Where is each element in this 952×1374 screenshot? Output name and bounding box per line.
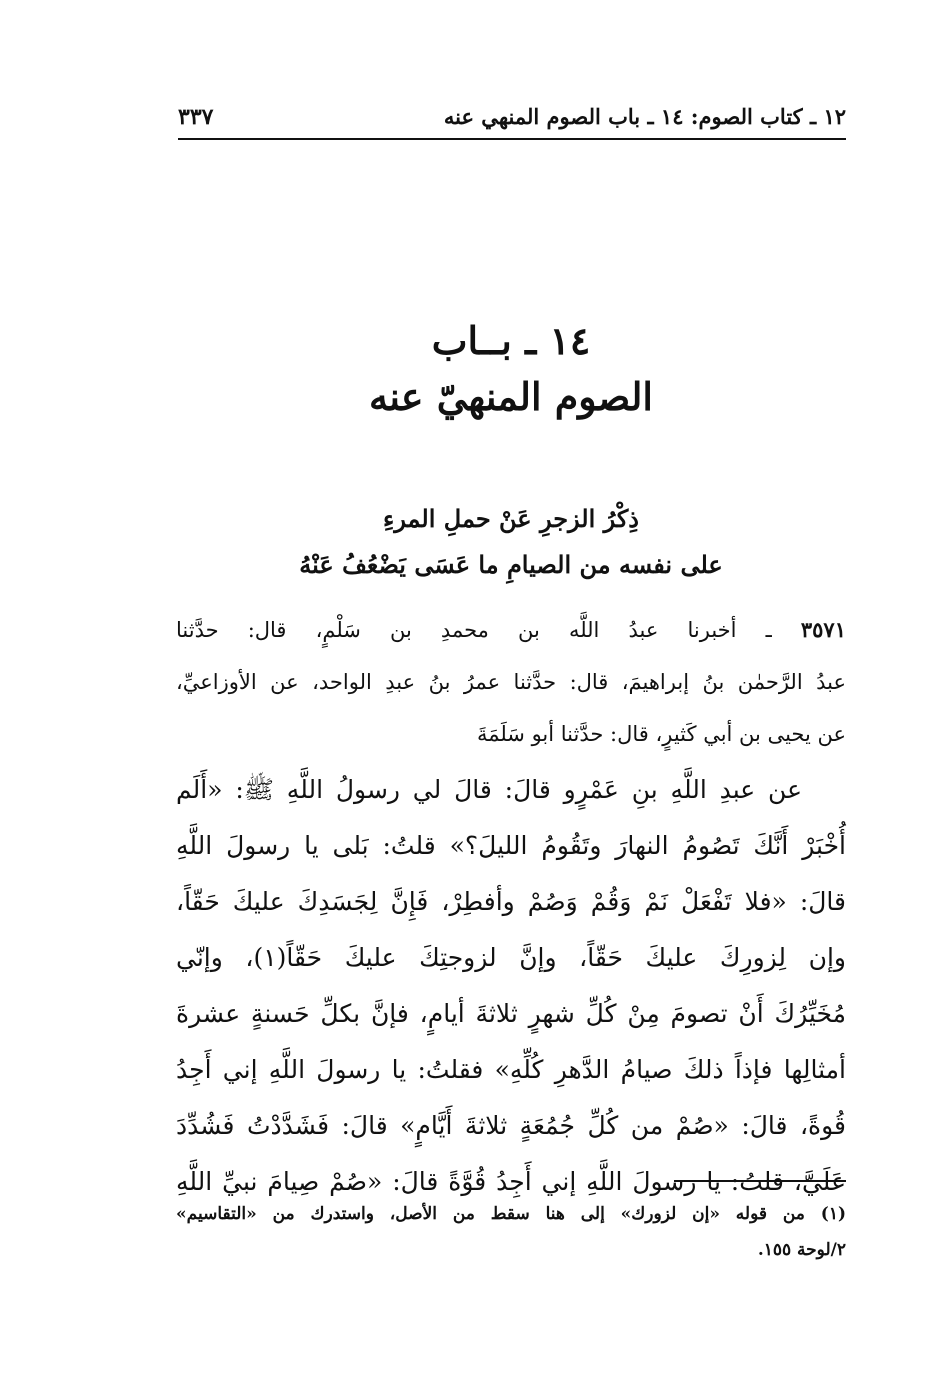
matn-line: عَلَيَّ، قلتُ: يا رسولَ اللَّهِ إني أَجِدُ قُوَّةً قالَ: «صُمْ صِيامَ نبيِّ اللَّهِ: [176, 1167, 846, 1196]
running-title: ١٢ ـ كتاب الصوم: ١٤ ـ باب الصوم المنهي عنه: [443, 104, 846, 129]
matn-line: أُخْبَرْ أَنَّكَ تَصُومُ النهارَ وتَقُومُ الليلَ؟» قلتُ: بَلى يا رسولَ اللَّهِ: [176, 831, 846, 860]
chapter-title: الصوم المنهيّ عنه: [369, 374, 653, 419]
matn-line: وإن لِزورِكَ عليكَ حَقّاً، وإنَّ لزوجتِكَ عليكَ حَقّاً(١)، وإنّي: [176, 943, 846, 972]
isnad-line: عن يحيى بن أبي كَثيرٍ، قال: حدَّثنا أبو سَلَمَةَ: [476, 722, 846, 746]
section-heading-line: ذِكْرُ الزجرِ عَنْ حملِ المرءِ: [383, 504, 639, 533]
isnad-text: ـ أخبرنا عبدُ اللَّه بن محمدِ بن سَلْمٍ، قال: حدَّثنا: [176, 618, 772, 642]
matn-line: قالَ: «فلا تَفْعَلْ نَمْ وَقُمْ وَصُمْ وأفطِرْ، فَإِنَّ لِجَسَدِكَ عليكَ حَقّاً،: [176, 887, 846, 916]
isnad-paragraph: [176, 604, 846, 760]
section-heading-line: على نفسه من الصيامِ ما عَسَى يَضْعُفُ عَنْهُ: [299, 550, 723, 579]
hadith-number: ٣٥٧١: [800, 617, 846, 642]
section-heading: [176, 496, 846, 588]
footnote: [176, 1196, 846, 1268]
matn-line: قُوةً، قالَ: «صُمْ من كُلِّ جُمُعَةٍ ثلاثةَ أَيَّامٍ» قالَ: فَشَدَّدْتُ فَشُدِّدَ: [176, 1111, 846, 1140]
running-header: [178, 104, 846, 140]
isnad-line: عبدُ الرَّحمٰن بنُ إبراهيمَ، قال: حدَّثنا عمرُ بنُ عبدِ الواحد، عن الأوزاعيِّ،: [176, 670, 846, 694]
chapter-number: ١٤ ـ بــاب: [431, 318, 591, 363]
matn-line: عن عبدِ اللَّهِ بنِ عَمْرٍو قالَ: قالَ لي رسولُ اللَّهِ ﷺ: «أَلَم: [176, 775, 802, 804]
matn-line: مُخَيِّرُكَ أَنْ تصومَ مِنْ كُلِّ شهرٍ ثلاثةَ أيامٍ، فإنَّ بكلِّ حَسنةٍ عشرةَ: [176, 999, 846, 1028]
isnad-line: [176, 604, 846, 656]
matn-line: أمثالِها فإذاً ذلكَ صيامُ الدَّهرِ كُلِّهِ» فقلتُ: يا رسولَ اللَّهِ إني أَجِدُ: [176, 1055, 846, 1084]
matn-paragraph: [176, 762, 846, 1210]
footnote-line: (١) من قوله «إن لزورك» إلى هنا سقط من الأصل، واستدرك من «التقاسيم»: [176, 1204, 846, 1224]
footnote-line: ٢/لوحة ١٥٥.: [757, 1240, 846, 1260]
footnote-divider: [674, 1180, 846, 1182]
page-number: ٣٣٧: [178, 104, 214, 130]
